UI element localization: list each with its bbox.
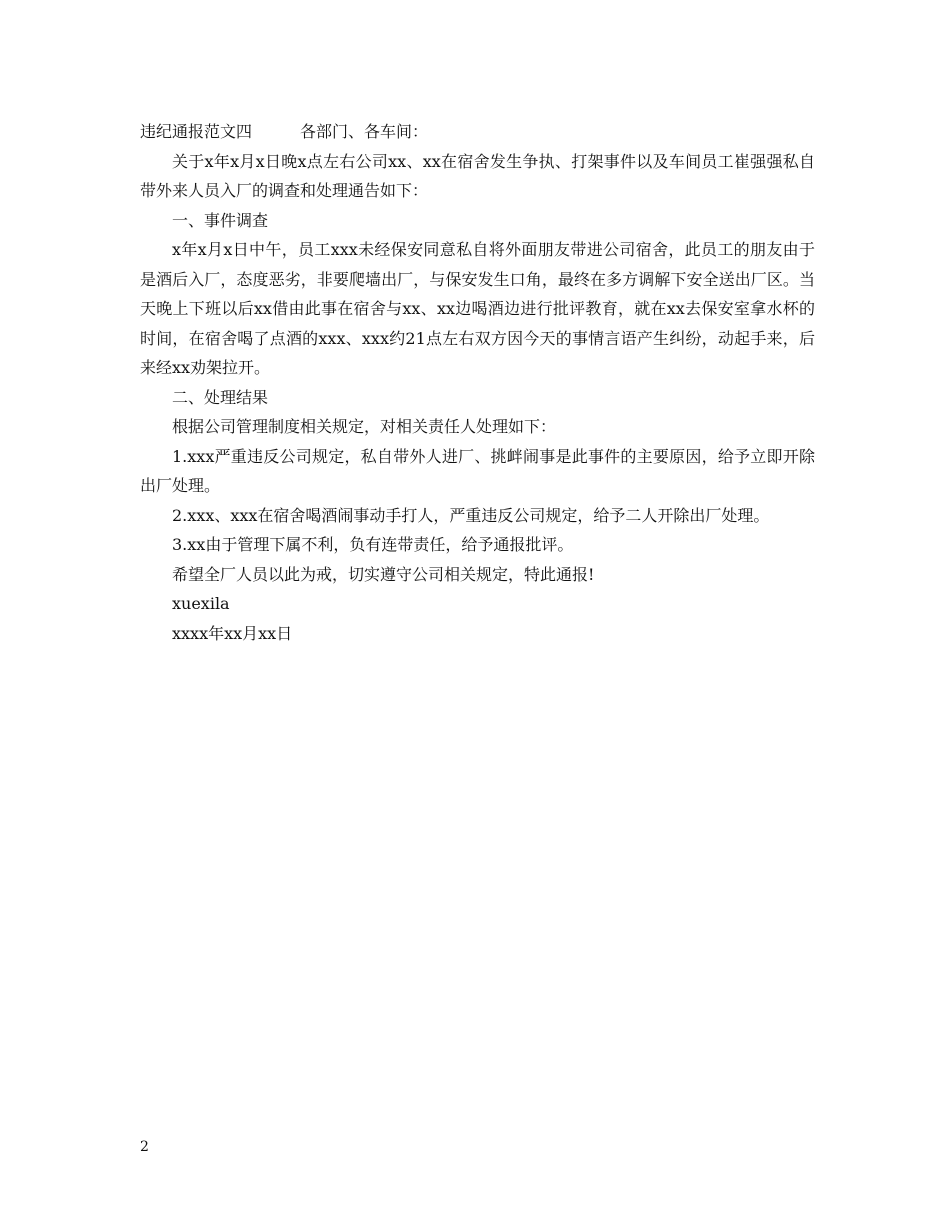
section-2-intro: 根据公司管理制度相关规定，对相关责任人处理如下： [172,417,557,436]
page-number: 2 [140,1139,149,1155]
section-1-heading: 一、事件调查 [172,210,269,230]
intro-paragraph: 关于x年x月x日晚x点左右公司xx、xx在宿舍发生争执、打架事件以及车间员工崔强强私自带外来人员入厂的调查和处理通告如下： [140,151,815,200]
result-item-1: 1.xxx严重违反公司规定，私自带外人进厂、挑衅闹事是此事件的主要原因，给予立即开除出厂处理。 [140,446,815,495]
result-item-2: 2.xxx、xxx在宿舍喝酒闹事动手打人，严重违反公司规定，给予二人开除出厂处理。 [172,505,770,525]
document-date: xxxx年xx月xx日 [172,623,293,643]
section-2-heading: 二、处理结果 [172,387,269,407]
closing-paragraph: 希望全厂人员以此为戒，切实遵守公司相关规定，特此通报! [172,564,595,584]
signature: xuexila [172,594,230,613]
result-item-3: 3.xx由于管理下属不利，负有连带责任，给予通报批评。 [172,535,574,554]
document-body [140,117,815,648]
title-line [140,117,815,147]
recipients: 各部门、各车间： [300,122,429,141]
section-1-body: x年x月x日中午，员工xxx未经保安同意私自将外面朋友带进公司宿舍，此员工的朋友由于是酒后入厂，态度恶劣，非要爬墙出厂，与保安发生口角，最终在多方调解下安全送出厂区。当天晚上下班以后xx借由此事在宿舍与xx、xx边喝酒边进行批评教育，就在xx去保安室拿水杯的时间，在宿舍喝了点酒的xxx、xxx约21点左右双方因今天的事情言语产生纠纷，动起手来，后来经xx劝架拉开。 [140,240,815,377]
document-title: 违纪通报范文四 [140,122,253,141]
